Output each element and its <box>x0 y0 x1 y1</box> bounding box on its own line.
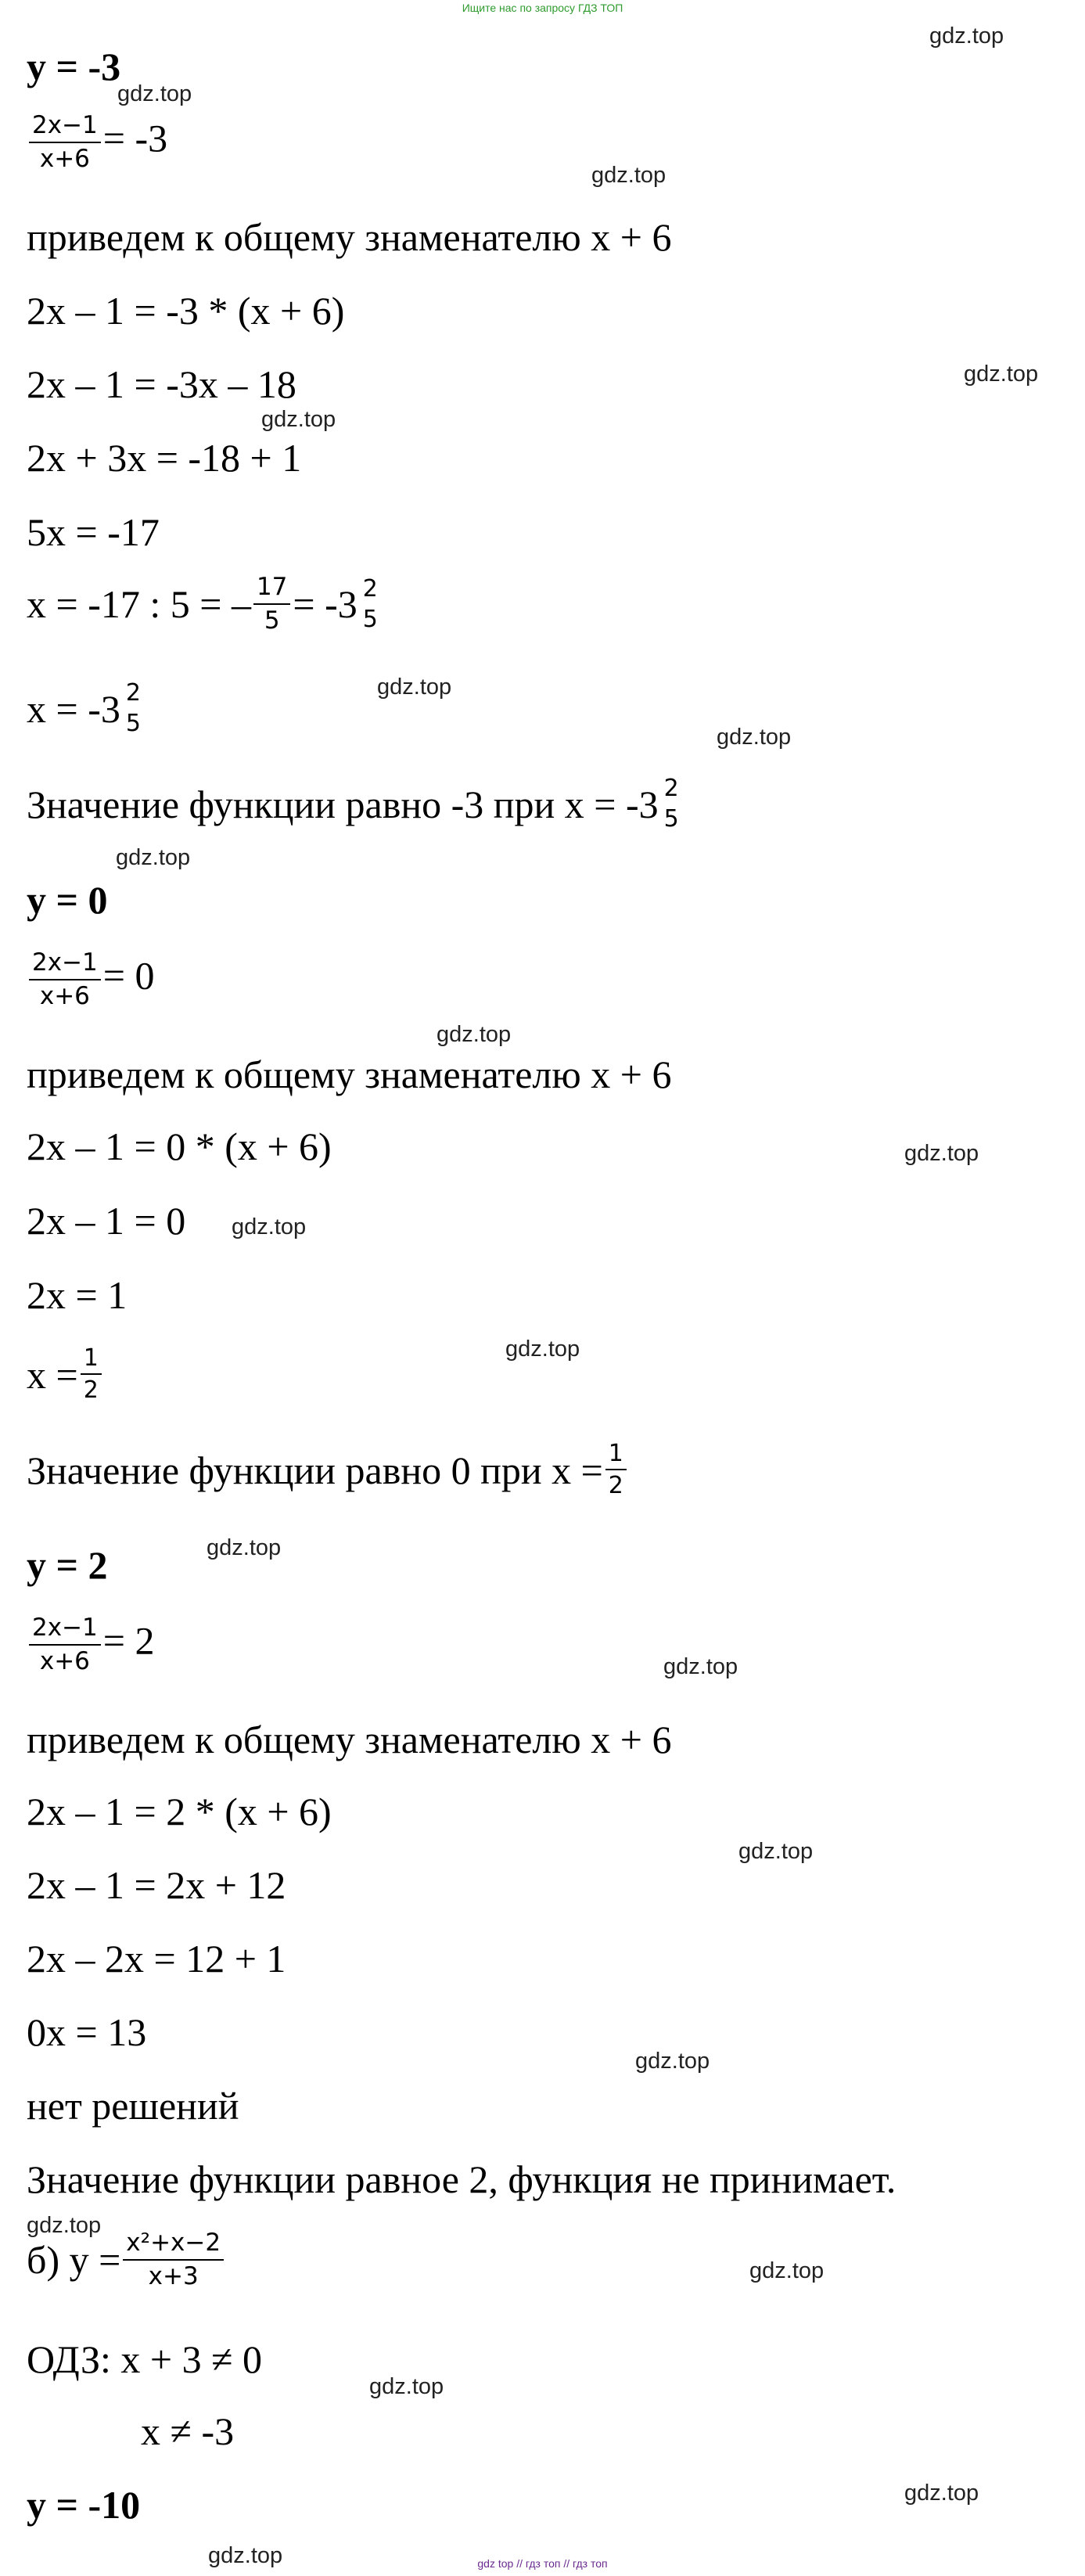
watermark: gdz.top <box>591 163 666 188</box>
equation-0: $\frac{2x-1}{x+6}$ = 0 <box>27 948 154 1011</box>
watermark: gdz.top <box>261 407 336 432</box>
watermark: gdz.top <box>749 2258 825 2283</box>
watermark: gdz.top <box>964 362 1039 387</box>
answer-line: x = -3 2 5 <box>27 679 146 738</box>
watermark: gdz.top <box>505 1337 580 1362</box>
step-line: 5x = -17 <box>27 510 160 554</box>
watermark: gdz.top <box>117 81 192 106</box>
answer-line: x = $\frac{1}{2}$ <box>27 1344 104 1405</box>
function-b: б) y = $\frac{\text{x²+x−2}}{x+3}$ <box>27 2229 226 2291</box>
common-denominator-text: приведем к общему знаменателю x + 6 <box>27 1718 672 1761</box>
footer-links[interactable]: gdz top // гдз топ // гдз топ <box>477 2557 608 2570</box>
watermark: gdz.top <box>904 1141 979 1166</box>
equation-2: $\frac{2x-1}{x+6}$ = 2 <box>27 1614 154 1676</box>
fraction: 2 5 <box>125 679 141 737</box>
conclusion-line: Значение функции равно 0 при x = $\frac{1}{2}$ <box>27 1440 629 1500</box>
step-line: 2x – 1 = 0 * (x + 6) <box>27 1124 332 1168</box>
step-line: 2x – 1 = 0 <box>27 1199 186 1243</box>
domain-restriction: x ≠ -3 <box>141 2409 235 2453</box>
conclusion-line: Значение функции равно -3 при x = -3 2 5 <box>27 775 684 833</box>
step-line: 2x + 3x = -18 + 1 <box>27 436 302 480</box>
step-line-division: x = -17 : 5 = – $\frac{17}{5}$ = -3 2 5 <box>27 573 383 635</box>
search-banner: Ищите нас по запросу ГДЗ ТОП <box>462 2 623 14</box>
heading-y-minus-3: y = -3 <box>27 45 121 88</box>
watermark: gdz.top <box>738 1839 814 1864</box>
step-line: 2x – 1 = 2x + 12 <box>27 1863 286 1907</box>
step-line: 0x = 13 <box>27 2010 147 2054</box>
common-denominator-text: приведем к общему знаменателю x + 6 <box>27 1052 672 1096</box>
fraction: $\frac{17}{5}$ <box>253 573 290 635</box>
watermark: gdz.top <box>27 2213 102 2238</box>
heading-y-2: y = 2 <box>27 1543 108 1587</box>
step-line: 2x = 1 <box>27 1273 128 1317</box>
watermark: gdz.top <box>207 1535 282 1560</box>
common-denominator-text: приведем к общему знаменателю x + 6 <box>27 215 672 259</box>
watermark: gdz.top <box>663 1654 738 1679</box>
step-line: 2x – 2x = 12 + 1 <box>27 1937 286 1981</box>
step-line: 2x – 1 = 2 * (x + 6) <box>27 1790 332 1833</box>
step-line: 2x – 1 = -3x – 18 <box>27 362 296 406</box>
watermark: gdz.top <box>717 725 792 750</box>
fraction: $\frac{2x-1}{x+6}$ <box>29 1614 101 1676</box>
heading-y-0: y = 0 <box>27 878 108 922</box>
step-line: 2x – 1 = -3 * (x + 6) <box>27 289 345 333</box>
watermark: gdz.top <box>904 2481 979 2506</box>
watermark: gdz.top <box>116 845 191 870</box>
fraction: 2 5 <box>362 574 378 633</box>
fraction: $\frac{2x-1}{x+6}$ <box>29 111 101 174</box>
equation-m3: $\frac{2x-1}{x+6}$ = -3 <box>27 111 167 174</box>
watermark: gdz.top <box>635 2049 710 2074</box>
fraction: $\frac{\text{x²+x−2}}{x+3}$ <box>123 2229 224 2291</box>
fraction: $\frac{1}{2}$ <box>81 1344 102 1405</box>
heading-y-minus-10: y = -10 <box>27 2483 141 2527</box>
no-solutions-text: нет решений <box>27 2084 239 2128</box>
fraction: $\frac{1}{2}$ <box>605 1440 627 1500</box>
watermark: gdz.top <box>369 2374 444 2399</box>
domain-line: ОДЗ: x + 3 ≠ 0 <box>27 2337 263 2381</box>
conclusion-line: Значение функции равное 2, функция не принимает. <box>27 2157 896 2201</box>
watermark: gdz.top <box>437 1022 512 1047</box>
watermark: gdz.top <box>377 675 452 700</box>
fraction: $\frac{2x-1}{x+6}$ <box>29 948 101 1011</box>
watermark: gdz.top <box>929 23 1004 49</box>
fraction: 2 5 <box>663 775 679 833</box>
watermark: gdz.top <box>208 2543 283 2568</box>
watermark: gdz.top <box>232 1214 307 1239</box>
